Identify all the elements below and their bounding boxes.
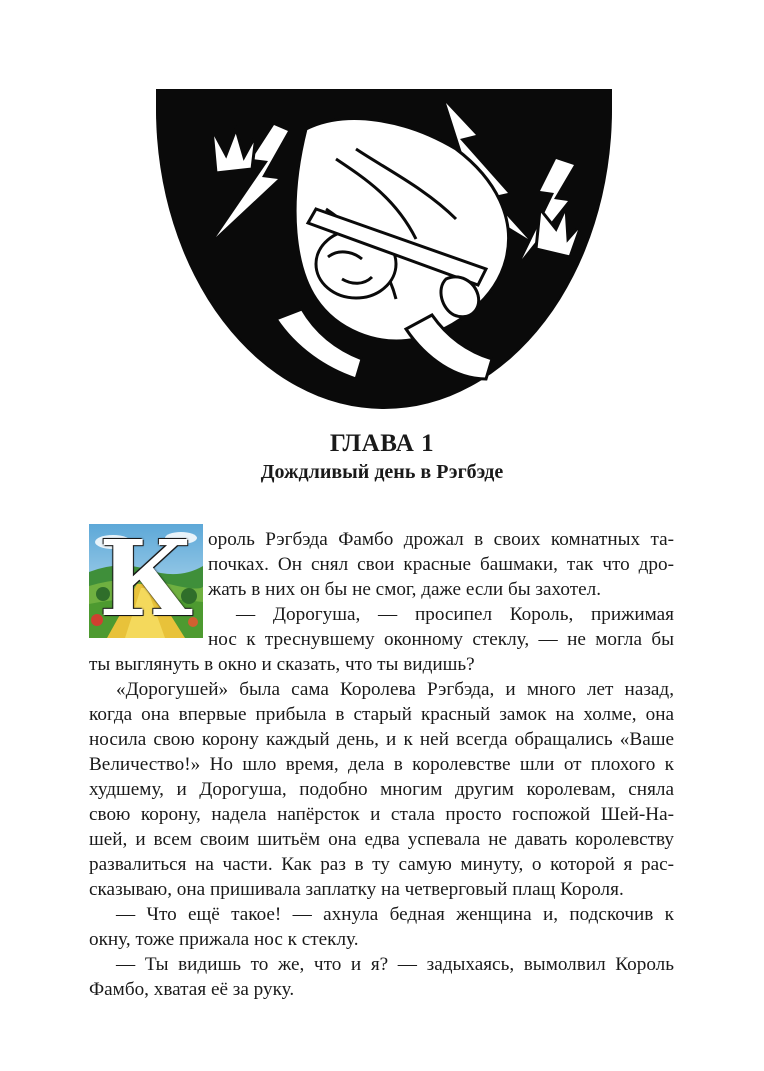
text-line: — Дорогуша, — просипел Король, прижимая [236,604,674,625]
text-line: шей, и всем своим шитьём она едва успевала не давать королевству [89,829,674,850]
text-line: почках. Он снял свои красные башмаки, так что дро- [208,554,674,575]
drop-cap [89,524,203,638]
text-line: носила свою корону каждый день, и к ней всегда обращались «Ваше [89,729,674,750]
text-line: свою корону, надела напёрсток и стала просто госпожой Шей-На- [89,804,674,825]
text-line: окну, тоже прижала нос к стеклу. [89,929,359,950]
text-line: развалиться на части. Как раз в ту самую минуту, о которой я рас- [89,854,674,875]
text-line: «Дорогушей» была сама Королева Рэгбэда, и много лет назад, [116,679,674,700]
text-line: худшему, и Дорогуша, подобно многим другим королевам, сняла [89,779,674,800]
drop-cap-letter: К [98,524,194,638]
text-line: ороль Рэгбэда Фамбо дрожал в своих комнатных та- [208,529,674,550]
illustration-drawing [156,89,612,411]
text-line: Величество!» Но шло время, дела в королевстве шли от плохого к [89,754,674,775]
text-line: Фамбо, хватая её за руку. [89,979,295,1000]
text-line: ты выглянуть в окно и сказать, что ты видишь? [89,654,475,675]
chapter-illustration [156,89,612,411]
text-line: — Ты видишь то же, что и я? — задыхаясь, вымолвил Король [116,954,674,975]
text-line: когда она впервые прибыла в старый красный замок на холме, она [89,704,674,725]
text-line: нос к треснувшему оконному стеклу, — не могла бы [208,629,674,650]
text-line: сказываю, она пришивала заплатку на четверговый плащ Короля. [89,879,624,900]
text-line: жать в них он бы не смог, даже если бы захотел. [208,579,602,600]
chapter-title: Дождливый день в Рэгбэде [260,461,504,483]
chapter-number: ГЛАВА 1 [329,430,435,457]
text-line: — Что ещё такое! — ахнула бедная женщина и, подскочив к [116,904,674,925]
